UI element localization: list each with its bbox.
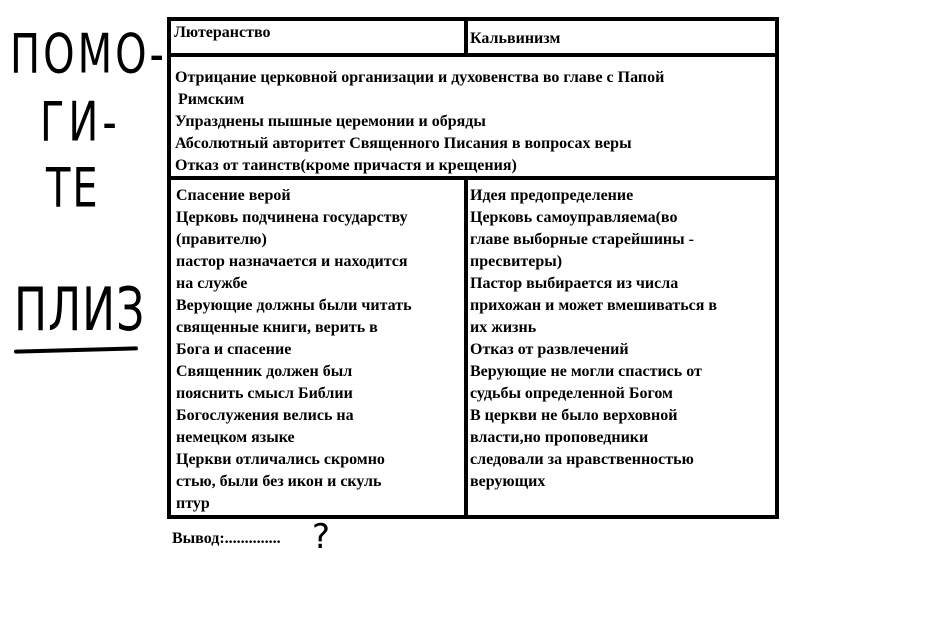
left-line: Верующие должны были читать (176, 297, 412, 314)
left-line: на службе (176, 275, 248, 292)
right-line: прихожан и может вмешиваться в (470, 297, 718, 314)
header-divider (167, 53, 779, 57)
right-line: власти,но проповедники (470, 429, 649, 446)
body-column-divider (464, 176, 468, 519)
common-line: Отказ от таинств(кроме причастя и крещения) (175, 157, 517, 174)
right-line: судьбы определенной Богом (470, 385, 673, 402)
left-line: Спасение верой (176, 187, 291, 204)
left-line: Бога и спасение (176, 341, 292, 358)
right-line: Отказ от развлечений (470, 341, 629, 358)
common-line: Упразднены пышные церемонии и обряды (175, 113, 486, 130)
right-line: следовали за нравственностью (470, 451, 694, 468)
header-calvinism: Кальвинизм (470, 30, 561, 47)
left-line: священные книги, верить в (176, 319, 378, 336)
handwritten-question-mark: ? (312, 517, 331, 557)
right-line: В церкви не было верховной (470, 407, 678, 424)
left-line: (правителю) (176, 231, 267, 248)
header-column-divider (464, 17, 468, 57)
conclusion-label: Вывод:.............. (172, 530, 281, 547)
common-line: Римским (178, 91, 245, 108)
right-line: главе выборные старейшины - (470, 231, 694, 248)
right-line: их жизнь (470, 319, 537, 336)
common-features (175, 67, 664, 177)
right-line: Церковь самоуправляема(во (470, 209, 678, 226)
right-line: верующих (470, 473, 546, 490)
handwritten-line-2: ГИ- (40, 92, 121, 155)
common-line: Отрицание церковной организации и духовенства во главе с Папой (175, 69, 665, 86)
left-line: птур (176, 495, 210, 512)
left-line: немецком языке (176, 429, 295, 446)
calvinism-features (470, 185, 717, 493)
handwritten-line-1: ПОМО- (10, 24, 167, 87)
handwritten-line-4: ПЛИЗ (14, 276, 146, 345)
left-line: Священник должен был (176, 363, 353, 380)
right-line: пресвитеры) (470, 253, 563, 270)
handwritten-underline (14, 346, 138, 353)
left-line: Церкви отличались скромно (176, 451, 385, 468)
right-line: Верующие не могли спастись от (470, 363, 702, 380)
common-line: Абсолютный авторитет Священного Писания в вопросах веры (175, 135, 632, 152)
left-line: Церковь подчинена государству (176, 209, 408, 226)
lutheranism-features (176, 185, 412, 515)
right-line: Идея предопределение (470, 187, 634, 204)
left-line: пояснить смысл Библии (176, 385, 353, 402)
left-line: Богослужения велись на (176, 407, 354, 424)
handwritten-line-3: ТЕ (46, 158, 100, 221)
left-line: стью, были без икон и скуль (176, 473, 382, 490)
right-line: Пастор выбирается из числа (470, 275, 679, 292)
left-line: пастор назначается и находится (176, 253, 408, 270)
header-lutheranism: Лютеранство (174, 24, 271, 41)
